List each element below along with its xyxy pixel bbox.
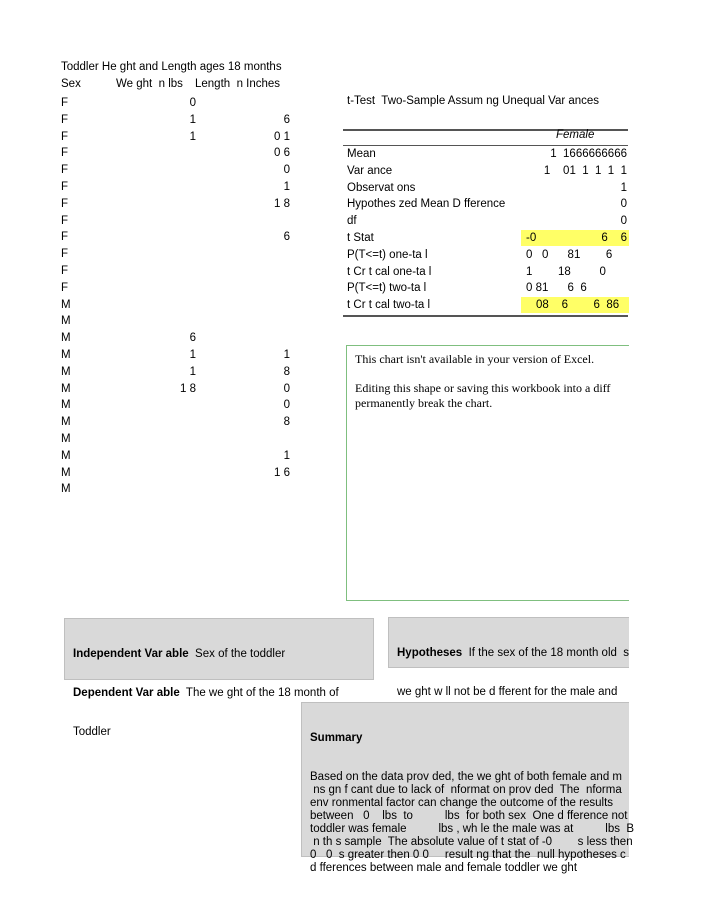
summary-line: d fferences between male and female toddler we ght xyxy=(310,862,578,874)
summary-line: Based on the data prov ded, the we ght of both female and m xyxy=(310,771,622,783)
cell-length: 6 xyxy=(283,231,290,243)
summary-line: n th s sample The absolute value of t stat of -0 s less then xyxy=(310,836,633,848)
cell-weight xyxy=(150,145,196,162)
cell-weight: 0 xyxy=(189,97,196,109)
ttest-label: t Cr t cal two-ta l xyxy=(347,299,431,311)
hypotheses-textbox[interactable] xyxy=(388,617,630,698)
summary-line: 0 0 s greater then 0 0 result ng that the null hypotheses c xyxy=(310,849,626,861)
cell-sex: F xyxy=(61,248,69,260)
ttest-value: 1 01 1 1 1 1 xyxy=(543,165,627,177)
summary-line: ns gn f cant due to lack of nformat on prov ded The nforma xyxy=(310,784,622,796)
ttest-label: t Cr t cal one-ta l xyxy=(347,266,432,278)
cell-sex: M xyxy=(61,299,71,311)
ttest-value: 0 xyxy=(620,215,627,227)
cell-sex: M xyxy=(61,450,71,462)
ttest-value: 1 xyxy=(620,182,627,194)
header-sex: Sex xyxy=(61,78,81,90)
cell-sex: M xyxy=(61,349,71,361)
chart-placeholder[interactable] xyxy=(346,345,629,601)
cell-sex: F xyxy=(61,231,69,243)
ttest-value-right: 6 6 xyxy=(601,232,627,244)
cell-weight xyxy=(150,196,196,213)
cell-sex: M xyxy=(61,366,71,378)
cell-length: 0 xyxy=(283,164,290,176)
cell-length: 8 xyxy=(283,366,290,378)
cell-length: 1 xyxy=(283,349,290,361)
cell-sex: F xyxy=(61,265,69,277)
hypotheses-label: Hypotheses xyxy=(397,647,463,659)
chart-message-line3: permanently break the chart. xyxy=(355,396,493,410)
header-weight: We ght n lbs xyxy=(116,78,183,90)
ttest-value: 0 xyxy=(620,198,627,210)
cell-weight xyxy=(150,213,196,230)
hypotheses-text-1: If the sex of the 18 month old s xyxy=(462,647,630,659)
cell-sex: F xyxy=(61,198,69,210)
cell-length: 1 8 xyxy=(274,198,290,210)
summary-textbox[interactable] xyxy=(301,702,635,874)
cell-sex: M xyxy=(61,416,71,428)
summary-label: Summary xyxy=(310,732,363,744)
cell-weight xyxy=(150,481,196,498)
cell-weight xyxy=(150,448,196,465)
cell-sex: M xyxy=(61,483,71,495)
cell-length: 0 1 xyxy=(274,131,290,143)
cell-length: 0 xyxy=(283,383,290,395)
ttest-value: 0 0 81 6 xyxy=(526,249,613,261)
chart-message-line1: This chart isn't available in your version of Excel. xyxy=(355,352,595,366)
ttest-bottom-rule xyxy=(343,315,628,317)
dependent-text: The we ght of the 18 month of xyxy=(179,687,339,699)
cell-sex: F xyxy=(61,215,69,227)
ttest-title: t-Test Two-Sample Assum ng Unequal Var ances xyxy=(347,95,600,107)
ttest-label: Mean xyxy=(347,148,376,160)
cell-length: 6 xyxy=(283,114,290,126)
cell-sex: F xyxy=(61,181,69,193)
hypotheses-text-2: we ght w ll not be d fferent for the male and xyxy=(397,686,618,698)
cell-weight xyxy=(150,229,196,246)
independent-text: Sex of the toddler xyxy=(188,648,286,660)
cell-weight xyxy=(150,162,196,179)
cell-weight: 1 xyxy=(189,349,196,361)
chart-message-line2: Editing this shape or saving this workbook into a diff xyxy=(355,381,611,395)
ttest-label: Var ance xyxy=(347,165,393,177)
cell-weight: 6 xyxy=(189,332,196,344)
cell-weight: 1 xyxy=(189,131,196,143)
cell-sex: M xyxy=(61,332,71,344)
cell-sex: M xyxy=(61,433,71,445)
cell-sex: F xyxy=(61,114,69,126)
cell-weight xyxy=(150,414,196,431)
cell-sex: M xyxy=(61,399,71,411)
cell-length xyxy=(240,330,290,347)
cell-weight xyxy=(150,313,196,330)
ttest-label: P(T<=t) two-ta l xyxy=(347,282,427,294)
ttest-label: P(T<=t) one-ta l xyxy=(347,249,428,261)
cell-sex: M xyxy=(61,383,71,395)
cell-length xyxy=(240,213,290,230)
cell-weight xyxy=(150,280,196,297)
cell-sex: F xyxy=(61,131,69,143)
cell-length: 1 xyxy=(283,181,290,193)
cell-length xyxy=(240,246,290,263)
summary-line: env ronmental factor can change the outcome of the results xyxy=(310,797,614,809)
ttest-column-header: Female xyxy=(556,129,595,141)
cell-weight xyxy=(150,431,196,448)
summary-line: toddler was female lbs , wh le the male was at lbs B xyxy=(310,823,635,835)
summary-lines xyxy=(310,771,635,875)
cell-sex: M xyxy=(61,315,71,327)
cell-weight xyxy=(150,263,196,280)
cell-weight xyxy=(150,397,196,414)
sheet-title: Toddler He ght and Length ages 18 months xyxy=(61,61,282,73)
ttest-value: 1 1666666666 xyxy=(550,148,627,160)
ttest-label: Hypothes zed Mean D fference xyxy=(347,198,506,210)
ttest-value-left: -0 xyxy=(526,232,537,244)
ttest-label: t Stat xyxy=(347,232,374,244)
cell-weight: 1 xyxy=(189,366,196,378)
cell-weight: 1 8 xyxy=(180,383,196,395)
cell-sex: M xyxy=(61,467,71,479)
cell-sex: F xyxy=(61,164,69,176)
cell-sex: F xyxy=(61,147,69,159)
cell-length: 0 6 xyxy=(274,147,290,159)
cell-length: 8 xyxy=(283,416,290,428)
independent-label: Independent Var able xyxy=(73,648,189,660)
dependent-label: Dependent Var able xyxy=(73,687,180,699)
cell-weight xyxy=(150,465,196,482)
cell-length xyxy=(240,431,290,448)
ttest-label: Observat ons xyxy=(347,182,416,194)
cell-length xyxy=(240,280,290,297)
cell-length: 1 6 xyxy=(274,467,290,479)
cell-length xyxy=(240,313,290,330)
summary-line: between 0 lbs to lbs for both sex One d fference not xyxy=(310,810,628,822)
ttest-value: 0 81 6 6 xyxy=(526,282,587,294)
header-length: Length n Inches xyxy=(195,78,281,90)
cell-weight xyxy=(150,297,196,314)
dependent-text-2: Toddler xyxy=(73,726,111,738)
cell-sex: F xyxy=(61,97,69,109)
cell-sex: F xyxy=(61,282,69,294)
cell-weight: 1 xyxy=(189,114,196,126)
cell-length xyxy=(240,263,290,280)
ttest-value: 1 18 0 xyxy=(526,266,606,278)
cell-length: 1 xyxy=(283,450,290,462)
cell-length xyxy=(240,95,290,112)
cell-length xyxy=(240,297,290,314)
cell-weight xyxy=(150,179,196,196)
cell-length: 0 xyxy=(283,399,290,411)
cell-length xyxy=(240,481,290,498)
ttest-value: 08 6 6 86 xyxy=(536,299,620,311)
cell-weight xyxy=(150,246,196,263)
ttest-label: df xyxy=(347,215,357,227)
